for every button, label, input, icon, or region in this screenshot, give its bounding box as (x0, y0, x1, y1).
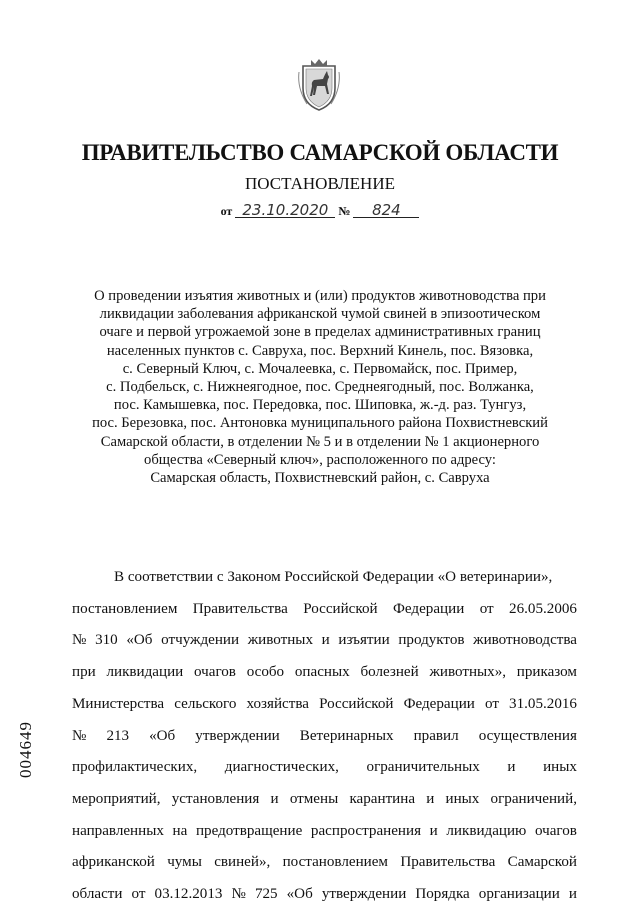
number-prefix: № (338, 204, 351, 218)
body-line: Министерства сельского хозяйства Российской Федерации от 31.05.2016 (72, 695, 577, 712)
subject-line: Самарской области, в отделении № 5 и в отделении № 1 акционерного (100, 433, 540, 450)
body-line: африканской чумы свиней», постановлением Правительства Самарской (72, 854, 577, 871)
government-title: ПРАВИТЕЛЬСТВО САМАРСКОЙ ОБЛАСТИ (81, 140, 559, 165)
subject-line: с. Подбельск, с. Нижнеягодное, пос. Среднеягодный, пос. Волжанка, (106, 379, 534, 396)
decree-body (72, 562, 577, 911)
body-line: мероприятий, установления и отмены карантина и иных ограничений, (72, 790, 577, 807)
subject-line: общества «Северный ключ», расположенного по адресу: (144, 451, 496, 468)
handwritten-number: 824 (353, 203, 419, 218)
body-line: постановлением Правительства Российской Федерации от 26.05.2006 (72, 600, 577, 617)
body-line: В соответствии с Законом Российской Федерации «О ветеринарии», (114, 569, 553, 585)
subject-line: О проведении изъятия животных и (или) продуктов животноводства при (94, 288, 546, 304)
subject-line: Самарская область, Похвистневский район, с. Савруха (150, 470, 490, 487)
body-line: профилактических, диагностических, ограничительных и иных (72, 759, 577, 776)
body-line: № 213 «Об утверждении Ветеринарных правил осуществления (72, 727, 577, 744)
body-line: при ликвидации очагов особо опасных болезней животных», приказом (72, 664, 577, 681)
subject-line: очаге и первой угрожаемой зоне в пределах административных границ (99, 324, 541, 341)
body-line: направленных на предотвращение распространения и ликвидацию очагов (72, 822, 577, 839)
subject-line: пос. Березовка, пос. Антоновка муниципального района Похвистневский (92, 415, 548, 432)
handwritten-date: 23.10.2020 (235, 203, 335, 218)
subject-line: населенных пунктов с. Савруха, пос. Верхний Кинель, пос. Вязовка, (106, 342, 534, 359)
date-number-line (0, 203, 640, 219)
document-type: ПОСТАНОВЛЕНИЕ (244, 174, 395, 193)
subject-line: ликвидации заболевания африканской чумой свиней в эпизоотическом (99, 306, 541, 323)
subject-line: с. Северный Ключ, с. Мочалеевка, с. Первомайск, пос. Пример, (122, 360, 518, 377)
decree-subject (60, 287, 580, 487)
coat-of-arms-icon (297, 58, 341, 112)
body-line: области от 03.12.2013 № 725 «Об утверждении Порядка организации и (72, 886, 577, 903)
body-line: № 310 «Об отчуждении животных и изъятии продуктов животноводства (72, 632, 577, 649)
subject-line: пос. Камышевка, пос. Передовка, пос. Шиповка, ж.-д. раз. Тунгуз, (113, 397, 527, 414)
registration-stamp-number: 004649 (16, 721, 35, 778)
date-prefix: от (220, 204, 233, 218)
